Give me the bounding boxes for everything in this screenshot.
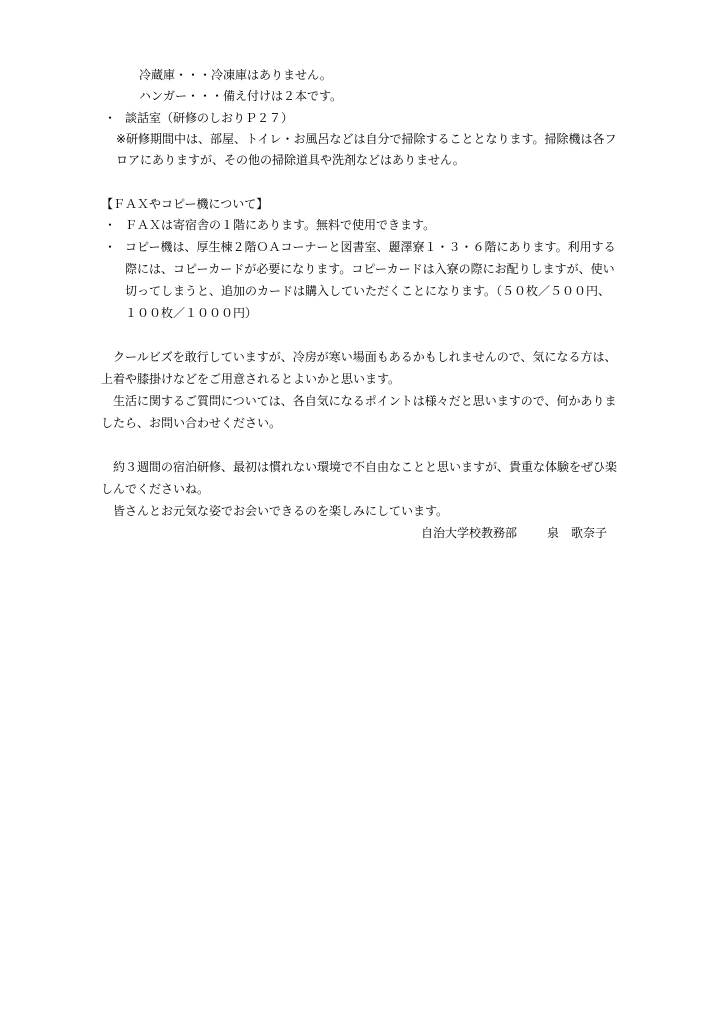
hanger-line: ハンガー・・・備え付けは２本です。 bbox=[139, 89, 343, 103]
fax-text: ＦＡＸは寄宿舎の１階にあります。無料で使用できます。 bbox=[125, 218, 436, 232]
coolbiz-line-1: クールビズを敢行していますが、冷房が寒い場面もあるかもしれませんので、気になる方は、 bbox=[101, 350, 617, 364]
signature-department: 自治大学校教務部 bbox=[421, 526, 518, 540]
closing-line-3: 皆さんとお元気な姿でお会いできるのを楽しみにしています。 bbox=[101, 504, 449, 518]
closing-line-1: 約３週間の宿泊研修、最初は慣れない環境で不自由なことと思いますが、貴重な体験をぜひ楽 bbox=[101, 460, 618, 474]
signature-name: 泉 歌奈子 bbox=[547, 526, 608, 540]
fax-copy-heading: 【ＦＡＸやコピー機について】 bbox=[101, 197, 269, 211]
coolbiz-line-2: 上着や膝掛けなどをご用意されるとよいかと思います。 bbox=[101, 372, 401, 386]
questions-line-2: したら、お問い合わせください。 bbox=[101, 416, 282, 430]
copy-line-2: 際には、コピーカードが必要になります。コピーカードは入寮の際にお配りしますが、使い bbox=[125, 262, 615, 276]
lounge-title: 談話室（研修のしおりＰ２７） bbox=[125, 111, 294, 125]
lounge-note-line-1: ※研修期間中は、部屋、トイレ・お風呂などは自分で掃除することとなります。掃除機は各フ bbox=[116, 132, 617, 146]
copy-line-1: コピー機は、厚生棟２階ＯＡコーナーと図書室、麗澤寮１・３・６階にあります。利用する bbox=[125, 240, 616, 254]
copy-line-3: 切ってしまうと、追加のカードは購入していただくことになります。（５０枚／５００円、 bbox=[125, 284, 611, 298]
fridge-line: 冷蔵庫・・・冷凍庫はありません。 bbox=[139, 68, 332, 82]
questions-line-1: 生活に関するご質問については、各自気になるポイントは様々だと思いますので、何かありま bbox=[101, 394, 617, 408]
bullet-icon: ・ bbox=[104, 240, 117, 254]
bullet-icon: ・ bbox=[104, 111, 117, 125]
lounge-note-line-2: ロアにありますが、その他の掃除道具や洗剤などはありません。 bbox=[116, 153, 465, 167]
closing-line-2: しんでくださいね。 bbox=[101, 482, 210, 496]
bullet-icon: ・ bbox=[104, 218, 117, 232]
copy-line-4: １００枚／１０００円） bbox=[125, 306, 258, 320]
